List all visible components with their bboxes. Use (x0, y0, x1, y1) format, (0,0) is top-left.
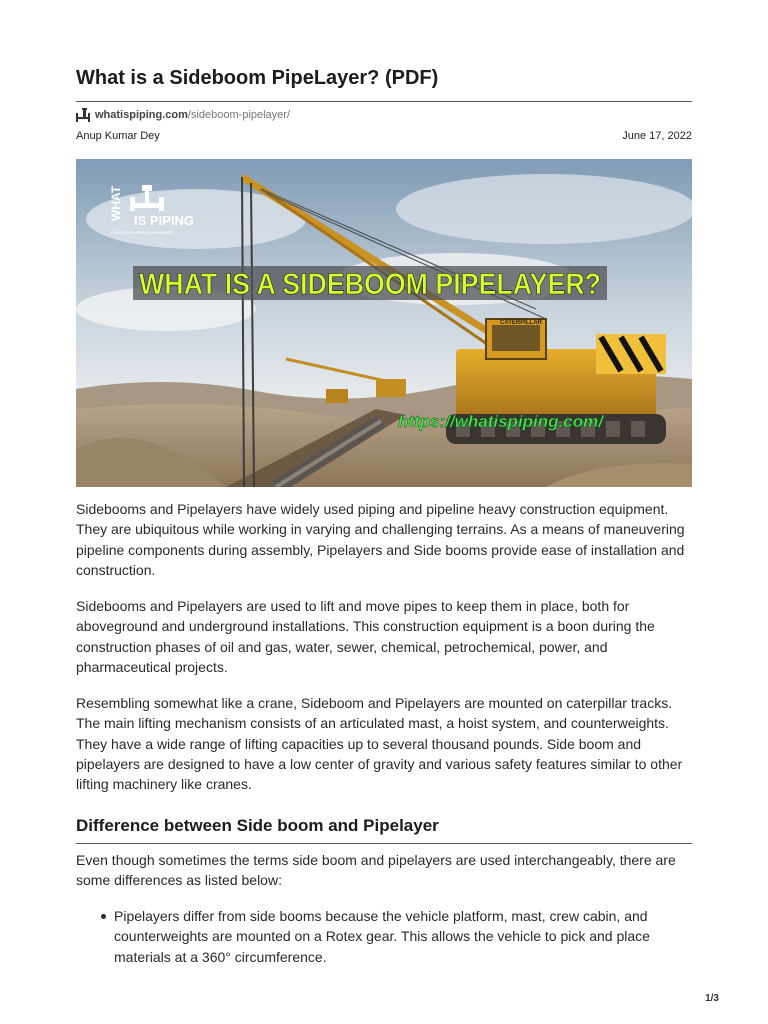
paragraph-description: Resembling somewhat like a crane, Sideboom and Pipelayers are mounted on caterpillar tracks. The main lifting mechanism consists of an articulated mast, a hoist system, and counterweights. They have a wide range of lifting capacities up to several thousand pounds. Side boom and pipelayers are designed to have a low center of gravity and various safety features similar to other lifting machinery like cranes. (76, 695, 683, 793)
paragraph-uses: Sidebooms and Pipelayers are used to lift and move pipes to keep them in place, both for aboveground and underground installations. This construction equipment is a boon during the construction phases of oil and gas, water, sewer, chemical, petrochemical, power, and pharmaceutical projects. (76, 598, 655, 675)
page-number: 1/3 (705, 993, 719, 1004)
source-path[interactable]: /sideboom-pipelayer/ (187, 109, 291, 121)
sideboom-photo (76, 159, 692, 487)
bullet-icon (101, 914, 106, 919)
hero-headline: WHAT IS A SIDEBOOM PIPELAYER? (139, 268, 601, 301)
source-domain[interactable]: whatispiping.com (95, 109, 188, 121)
section-divider (76, 843, 692, 844)
source-link[interactable] (76, 108, 290, 122)
list-item (76, 906, 696, 967)
machine-brand: CATERPILLAR (500, 320, 542, 326)
logo-is-piping: IS PIPING (134, 213, 194, 228)
differences-list (76, 906, 696, 967)
paragraph-differences: Even though sometimes the terms side boom and pipelayers are used interchangeably, there are some differences as listed below: (76, 852, 676, 889)
page-title: What is a Sideboom PipeLayer? (PDF) (76, 67, 439, 89)
pipe-logo-icon (76, 108, 90, 122)
list-item-text: Pipelayers differ from side booms because the vehicle platform, mast, crew cabin, and counterweights are mounted on a Rotex gear. This allows the vehicle to pick and place materials at a 360° circumference. (114, 908, 650, 965)
publish-date: June 17, 2022 (622, 130, 692, 142)
logo-what: WHAT (109, 185, 123, 221)
hero-url: https://whatispiping.com/ (398, 412, 603, 431)
title-divider (76, 101, 692, 102)
logo-tagline: A BLOG FOR PIPING ENGINEERS (110, 230, 174, 235)
paragraph-intro: Sidebooms and Pipelayers have widely used piping and pipeline heavy construction equipment. They are ubiquitous while working in varying and challenging terrains. As a means of maneuvering pipeline components during assembly, Pipelayers and Side booms provide ease of installation and construction. (76, 501, 685, 578)
author-name: Anup Kumar Dey (76, 130, 160, 142)
section-heading: Difference between Side boom and Pipelayer (76, 816, 439, 835)
hero-image (76, 159, 692, 487)
